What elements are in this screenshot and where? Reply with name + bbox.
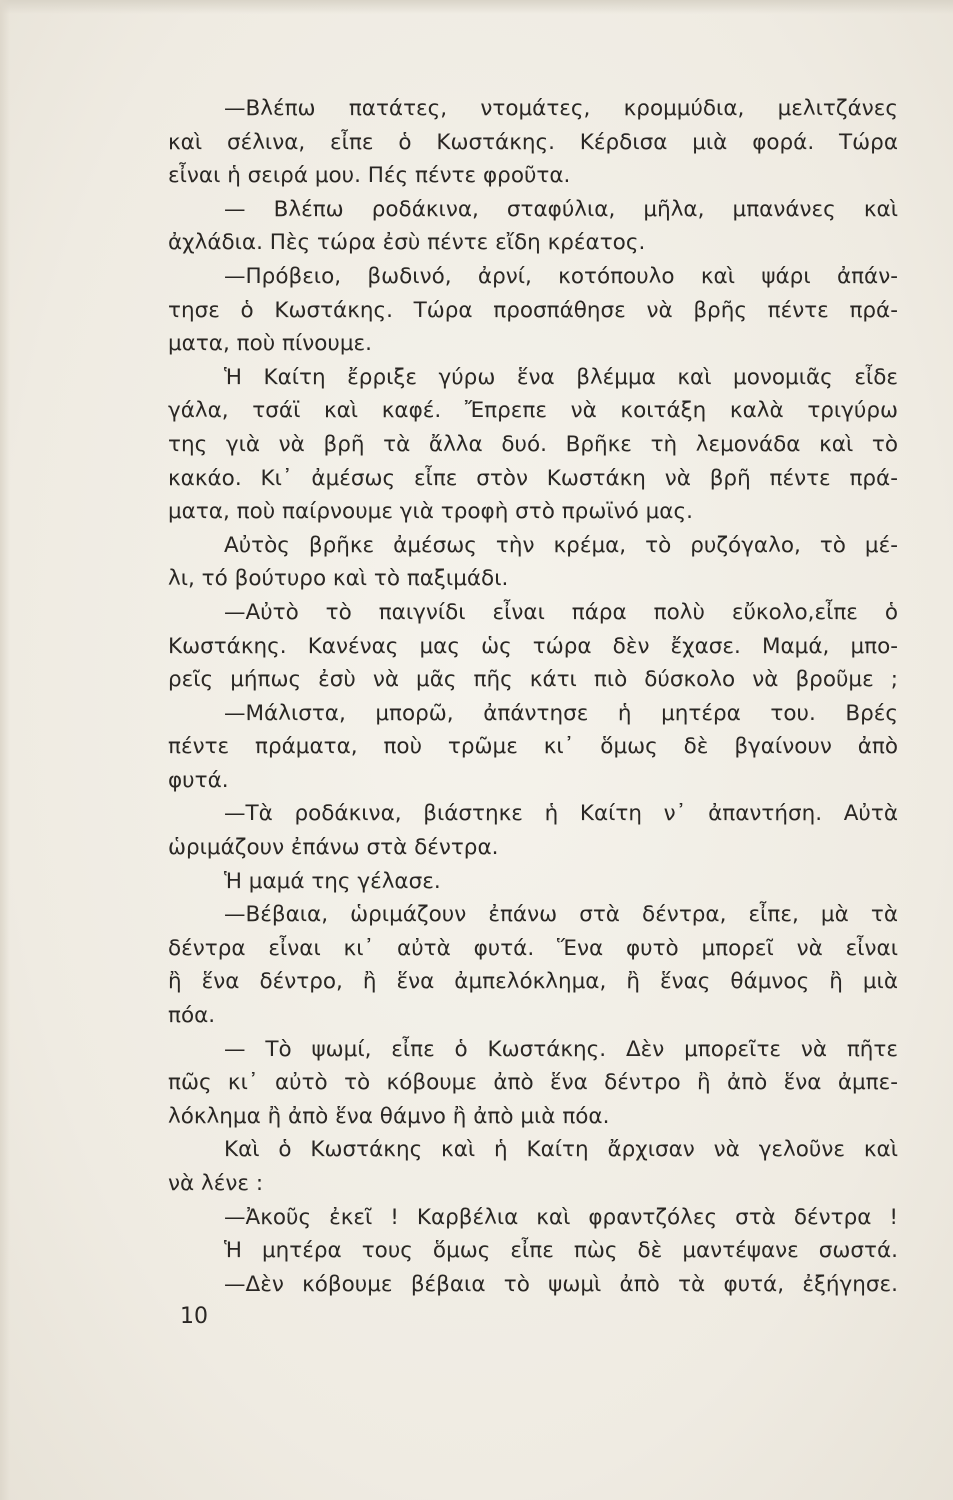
text-line: πέντε πράματα, ποὺ τρῶμε κι᾿ ὅμως δὲ βγαίνουν ἀπὸ [168, 734, 898, 760]
text-line: λόκλημα ἢ ἀπὸ ἕνα θάμνο ἢ ἀπὸ μιὰ πόα. [168, 1103, 610, 1129]
text-line: —Μάλιστα, μπορῶ, ἀπάντησε ἡ μητέρα του. Βρές [224, 700, 898, 726]
page-text-block [168, 92, 898, 1301]
text-line: ρεῖς μήπως ἐσὺ νὰ μᾶς πῆς κάτι πιὸ δύσκολο νὰ βροῦμε ; [168, 667, 898, 693]
text-line: ματα, ποὺ πίνουμε. [168, 331, 372, 357]
page-left-shadow [0, 0, 10, 1500]
text-line: Αὐτὸς βρῆκε ἀμέσως τὴν κρέμα, τὸ ρυζόγαλο, τὸ μέ- [224, 532, 898, 558]
text-line: —Δὲν κόβουμε βέβαια τὸ ψωμὶ ἀπὸ τὰ φυτά, ἐξήγησε. [224, 1271, 898, 1297]
text-line: πόα. [168, 1003, 216, 1029]
text-line: νὰ λένε : [168, 1171, 264, 1196]
text-line: Καὶ ὁ Κωστάκης καὶ ἡ Καίτη ἄρχισαν νὰ γελοῦνε καὶ [224, 1137, 898, 1163]
text-line: φυτά. [168, 767, 229, 793]
text-line: —Πρόβειο, βωδινό, ἀρνί, κοτόπουλο καὶ ψάρι ἀπάν- [224, 263, 898, 289]
text-line: πῶς κι᾿ αὐτὸ τὸ κόβουμε ἀπὸ ἕνα δέντρο ἢ ἀπὸ ἕνα ἀμπε- [168, 1070, 898, 1096]
text-line: γάλα, τσάϊ καὶ καφέ. Ἔπρεπε νὰ κοιτάξη καλὰ τριγύρω [168, 398, 898, 424]
text-line: Κωστάκης. Κανένας μας ὡς τώρα δὲν ἔχασε. Μαμά, μπο- [168, 633, 898, 659]
text-line: ἀχλάδια. Πὲς τώρα ἐσὺ πέντε εἴδη κρέατος. [168, 230, 646, 256]
text-line: — Τὸ ψωμί, εἶπε ὁ Κωστάκης. Δὲν μπορεῖτε νὰ πῆτε [224, 1036, 898, 1062]
text-line: Ἡ μαμά της γέλασε. [224, 868, 441, 894]
text-line: — Βλέπω ροδάκινα, σταφύλια, μῆλα, μπανάνες καὶ [224, 196, 898, 222]
text-line: κακάο. Κι᾿ ἀμέσως εἶπε στὸν Κωστάκη νὰ βρῆ πέντε πρά- [168, 465, 898, 491]
text-line: ὡριμάζουν ἐπάνω στὰ δέντρα. [168, 835, 499, 861]
text-line: —Βέβαια, ὡριμάζουν ἐπάνω στὰ δέντρα, εἶπε, μὰ τὰ [224, 902, 898, 928]
text-line: δέντρα εἶναι κι᾿ αὐτὰ φυτά. Ἕνα φυτὸ μπορεῖ νὰ εἶναι [168, 935, 898, 961]
text-line: εἶναι ἡ σειρά μου. Πές πέντε φροῦτα. [168, 163, 571, 189]
text-line: —Ἀκοῦς ἐκεῖ ! Καρβέλια καὶ φραντζόλες στὰ δέντρα ! [224, 1204, 898, 1230]
page-number: 10 [180, 1304, 208, 1329]
text-line: Ἡ Καίτη ἔρριξε γύρω ἕνα βλέμμα καὶ μονομιᾶς εἶδε [224, 364, 898, 390]
text-line: Ἡ μητέρα τους ὅμως εἶπε πὼς δὲ μαντέψανε σωστά. [224, 1238, 898, 1264]
text-line: ἢ ἕνα δέντρο, ἢ ἕνα ἀμπελόκλημα, ἢ ἕνας θάμνος ἢ μιὰ [168, 969, 898, 995]
page-top-shadow [0, 0, 953, 14]
text-line: τησε ὁ Κωστάκης. Τώρα προσπάθησε νὰ βρῆς πέντε πρά- [168, 297, 898, 323]
text-line: —Τὰ ροδάκινα, βιάστηκε ἡ Καίτη ν᾿ ἀπαντήση. Αὐτὰ [224, 801, 898, 827]
text-line: καὶ σέλινα, εἶπε ὁ Κωστάκης. Κέρδισα μιὰ φορά. Τώρα [168, 129, 898, 155]
text-line: λι, τό βούτυρο καὶ τὸ παξιμάδι. [168, 566, 509, 592]
text-line: της γιὰ νὰ βρῆ τὰ ἄλλα δυό. Βρῆκε τὴ λεμονάδα καὶ τὸ [168, 431, 898, 457]
text-line: ματα, ποὺ παίρνουμε γιὰ τροφὴ στὸ πρωϊνό μας. [168, 499, 693, 525]
text-line: —Αὐτὸ τὸ παιγνίδι εἶναι πάρα πολὺ εὔκολο,εἶπε ὁ [224, 599, 898, 625]
text-line: —Βλέπω πατάτες, ντομάτες, κρομμύδια, μελιτζάνες [224, 96, 898, 121]
